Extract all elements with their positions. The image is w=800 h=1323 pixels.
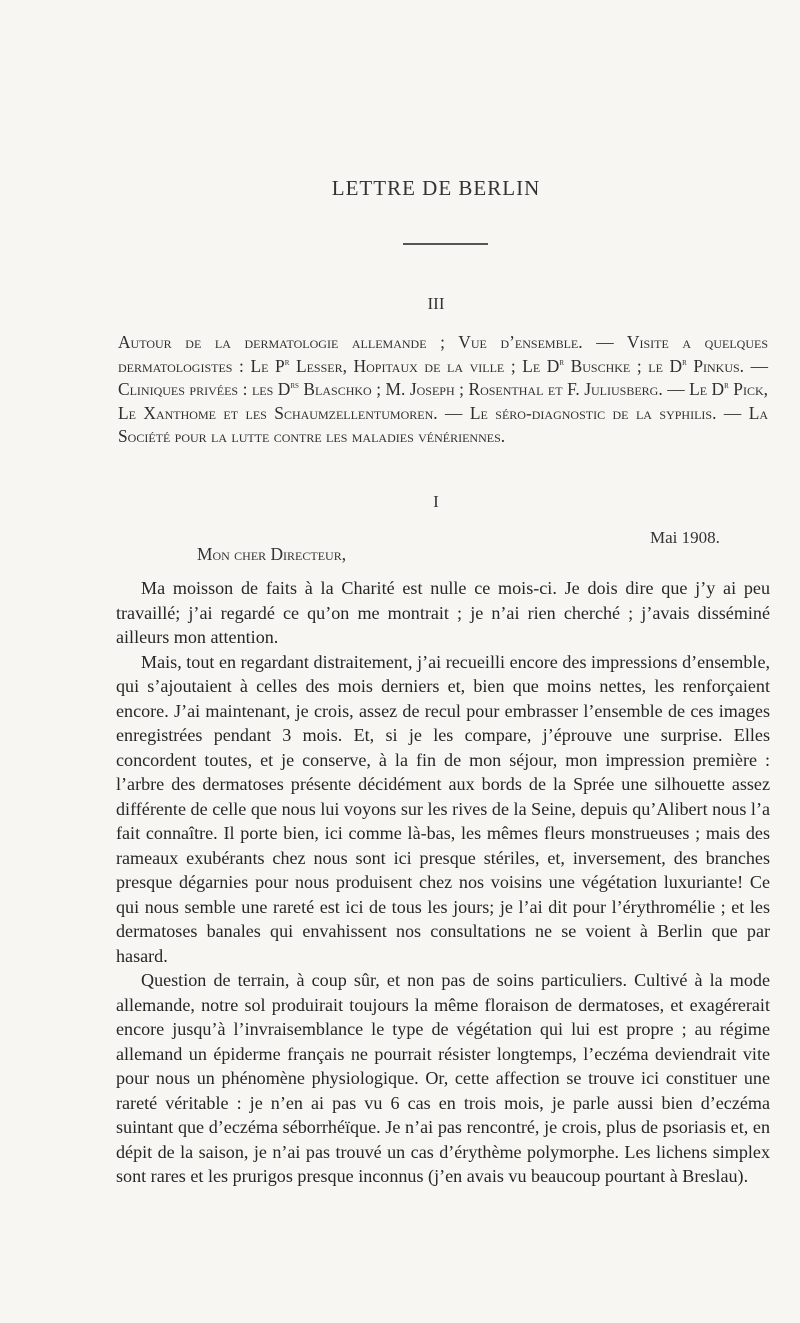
title-divider bbox=[403, 243, 488, 245]
paragraph: Mais, tout en regardant distraitement, j’ai recueilli encore des impressions d’ensemble, qui s’ajoutaient à celles des mois derniers et, bien que moins nettes, les renforçaient encore. J’ai maintenant, je crois, assez de recul pour embrasser l’ensemble de ces images enregistrées pendant 3 mois. Et, si je les compare, j’éprouve une surprise. Elles concordent toutes, et je conserve, à la fin de mon séjour, mon impression première : l’arbre des dermatoses présente décidément aux bords de la Sprée une silhouette assez différente de celle que nous lui voyons sur les rives de la Seine, depuis qu’Alibert nous l’a fait connaître. Il porte bien, ici comme là-bas, les mêmes fleurs monstrueuses ; mais des rameaux exubérants chez nous sont ici presque stériles, et, inversement, des branches presque dégarnies pour nous produisent chez nos voisins une végétation luxuriante! Ce qui nous semble une rareté est ici de tous les jours; je l’ai dit pour l’érythromélie ; et les dermatoses banales qui envahissent nos consultations ne se voient à Berlin que par hasard. bbox=[116, 651, 770, 966]
page-title: LETTRE DE BERLIN bbox=[331, 176, 541, 200]
section-number: I bbox=[433, 492, 439, 511]
paragraph: Ma moisson de faits à la Charité est nulle ce mois-ci. Je dois dire que j’y ai peu travaillé; j’ai regardé ce qu’on me montrait ; je n’ai rien cherché ; j’avais disséminé ailleurs mon attention. bbox=[116, 578, 770, 647]
chapter-summary: Autour de la dermatologie allemande ; Vue d’ensemble. — Visite a quelques dermatologistes : Le $P^r$ Lesser, Hopitaux de la ville ; Le $D^r$ Buschke ; le $D^r$ Pinkus. — Cliniques privées : les $D^{rs}$ Blaschko ; M. Joseph ; Rosenthal et F. Juliusberg. — Le $D^r$ Pick, Le Xanthome et les Schaumzellentumoren. — Le séro-diagnostic de la syphilis. — La Société pour la lutte contre les maladies vénériennes. bbox=[118, 332, 769, 447]
letter-body bbox=[116, 576, 770, 1189]
part-number: III bbox=[427, 294, 445, 313]
paragraph: Question de terrain, à coup sûr, et non pas de soins particuliers. Cultivé à la mode allemande, notre sol produirait toujours la même floraison de dermatoses, et exagérerait encore jusqu’à l’invraisemblance le type de végétation qui lui est propre ; au régime allemand un épiderme français ne pourrait résister longtemps, l’eczéma deviendrait vite pour nous un phénomène physiologique. Or, cette affection se trouve ici constituer une rareté véritable : je n’en ai pas vu 6 cas en trois mois, je parle aussi bien d’eczéma suintant que d’eczéma séborrhéïque. Je n’ai pas rencontré, je crois, plus de psoriasis et, en dépit de la saison, je n’ai pas trouvé un cas d’érythème polymorphe. Les lichens simplex sont rares et les prurigos presque inconnus (j’en avais vu beaucoup pourtant à Breslau). bbox=[116, 970, 770, 1186]
letter-date: Mai 1908. bbox=[650, 528, 720, 547]
salutation: Mon cher Directeur, bbox=[197, 544, 347, 564]
